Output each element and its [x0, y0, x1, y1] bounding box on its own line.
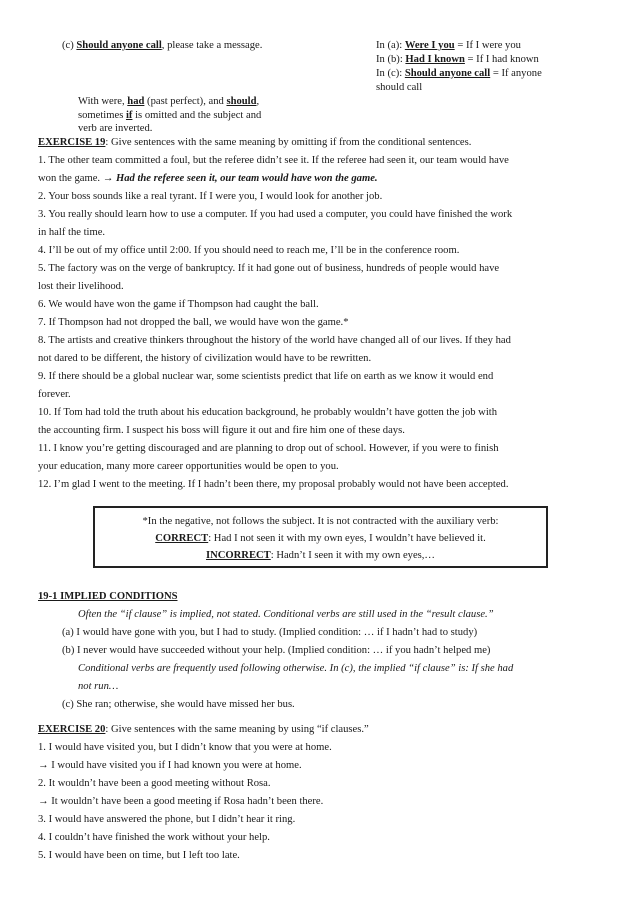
implied-example-a: (a) I would have gone with you, but I had to study. (Implied condition: … if I hadn’t had to study) [62, 627, 478, 638]
ex19-line-8b: not dared to be different, the history of civilization would have to be rewritten. [38, 353, 372, 364]
ex19-line-1b: won the game. → Had the referee seen it, our team would have won the game. [38, 173, 378, 184]
ex19-line-10a: 10. If Tom had told the truth about his education background, he probably wouldn’t have gotten the job with [38, 407, 498, 418]
ex19-line-11a: 11. I know you’re getting discouraged and are planning to drop out of school. However, if you were to finish [38, 443, 499, 454]
ex19-line-5b: lost their livelihood. [38, 281, 124, 292]
exercise-20-heading [38, 723, 369, 737]
equivalent-c-cont: should call [376, 82, 423, 93]
ex19-line-1a: 1. The other team committed a foul, but the referee didn’t see it. If the referee had seen it, our team would have [38, 155, 509, 166]
ex19-line-5a: 5. The factory was on the verge of bankruptcy. If it had gone out of business, hundreds of people would have [38, 263, 500, 274]
exercise-19-title: EXERCISE 19 [38, 137, 106, 148]
arrow-icon: → [38, 760, 49, 771]
arrow-icon: → [38, 796, 49, 807]
exercise-19-heading [38, 136, 471, 150]
inversion-equivalents [376, 39, 542, 95]
implied-example-b: (b) I never would have succeeded without your help. (Implied condition: … if you hadn’t helped me) [62, 645, 491, 656]
ex19-line-7: 7. If Thompson had not dropped the ball, we would have won the game.* [38, 317, 349, 328]
ex20-line-5: 5. I would have been on time, but I left too late. [38, 850, 240, 861]
ex19-line-6: 6. We would have won the game if Thompson had caught the ball. [38, 299, 319, 310]
implied-intro: Often the “if clause” is implied, not stated. Conditional verbs are still used in the “result clause.” [78, 609, 494, 620]
ex19-line-9a: 9. If there should be a global nuclear war, some scientists predict that life on earth as we know it would end [38, 371, 494, 382]
ex19-line-3b: in half the time. [38, 227, 106, 238]
ex20-answer-2: → It wouldn’t have been a good meeting if Rosa hadn’t been there. [38, 796, 324, 807]
ex19-line-2: 2. Your boss sounds like a real tyrant. If I were you, I would look for another job. [38, 191, 383, 202]
ex19-line-11b: your education, many more career opportunities would be open to you. [38, 461, 339, 472]
exercise-19-instruction: : Give sentences with the same meaning by omitting if from the conditional sentences. [105, 137, 472, 148]
ex20-line-4: 4. I couldn’t have finished the work without your help. [38, 832, 270, 843]
negative-note-box [93, 506, 548, 568]
implied-note-2: not run… [78, 681, 119, 692]
exercise-20-instruction: : Give sentences with the same meaning by using “if clauses.” [105, 724, 369, 735]
implied-note-1: Conditional verbs are frequently used following otherwise. In (c), the implied “if clause” is: If she had [78, 663, 514, 674]
exercise-20-title: EXERCISE 20 [38, 724, 106, 735]
equivalent-b: In (b): Had I known = If I had known [376, 54, 539, 65]
ex20-line-1: 1. I would have visited you, but I didn’t know that you were at home. [38, 742, 332, 753]
implied-example-c: (c) She ran; otherwise, she would have missed her bus. [62, 699, 295, 710]
equivalent-a: In (a): Were I you = If I were you [376, 40, 521, 51]
example-c: (c) Should anyone call, please take a message. [62, 40, 263, 51]
ex19-line-12: 12. I’m glad I went to the meeting. If I hadn’t been there, my proposal probably would not have been accepted. [38, 479, 509, 490]
ex19-line-3a: 3. You really should learn how to use a computer. If you had used a computer, you could have finished the work [38, 209, 513, 220]
ex19-line-4: 4. I’ll be out of my office until 2:00. If you should need to reach me, I’ll be in the conference room. [38, 245, 460, 256]
note-line-1: *In the negative, not follows the subject. It is not contracted with the auxiliary verb: [142, 516, 499, 527]
ex20-line-2: 2. It wouldn’t have been a good meeting without Rosa. [38, 778, 271, 789]
ex19-line-10b: the accounting firm. I suspect his boss will figure it out and fire him one of these days. [38, 425, 405, 436]
note-incorrect: INCORRECT: Hadn’t I seen it with my own eyes,… [205, 550, 436, 561]
ex19-line-8a: 8. The artists and creative thinkers throughout the history of the world have changed all of our lives. If they had [38, 335, 511, 346]
ex20-answer-1: → I would have visited you if I had known you were at home. [38, 760, 302, 771]
note-correct: CORRECT: Had I not seen it with my own eyes, I wouldn’t have believed it. [155, 533, 486, 544]
ex19-answer-1: Had the referee seen it, our team would have won the game. [113, 173, 378, 184]
ex19-line-9b: forever. [38, 389, 71, 400]
implied-conditions-title: 19-1 IMPLIED CONDITIONS [38, 591, 178, 602]
ex20-line-3: 3. I would have answered the phone, but I didn’t hear it ring. [38, 814, 296, 825]
arrow-icon: → [102, 173, 114, 184]
equivalent-c: In (c): Should anyone call = If anyone [376, 68, 542, 79]
inversion-note: With were, had (past perfect), and should, sometimes if is omitted and the subject and verb are inverted. [78, 96, 262, 134]
